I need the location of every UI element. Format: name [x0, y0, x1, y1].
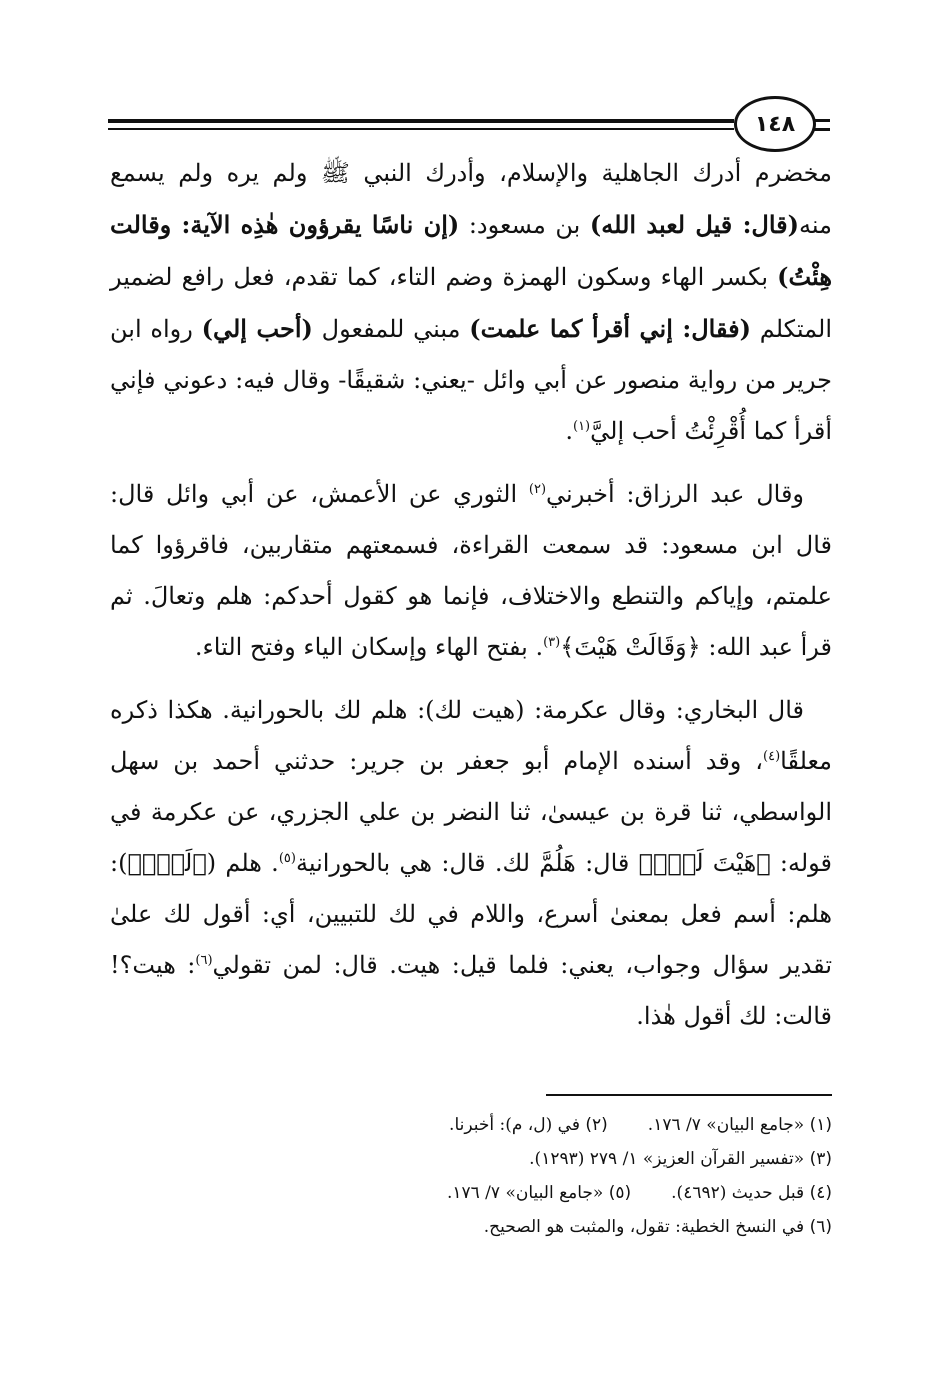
footnote-number: (٢) — [579, 1115, 608, 1135]
footnote-ref[interactable]: (٢) — [528, 482, 547, 497]
footnote-number: (١) — [804, 1115, 832, 1135]
footnote-item — [671, 1176, 832, 1210]
footnote-number: (٤) — [804, 1183, 832, 1203]
footnote-separator — [546, 1094, 832, 1096]
footnote-text: قبل حديث (٤٦٩٢). — [671, 1183, 805, 1203]
main-text — [110, 148, 832, 1042]
paragraph: مخضرم أدرك الجاهلية والإسلام، وأدرك النبي ﷺ ولم يره ولم يسمع منه(قال: قيل لعبد الله) بن مسعود: (إن ناسًا يقرؤون هٰذِه الآية: وقالت هِئْتُ) بكسر الهاء وسكون الهمزة وضم التاء، كما تقدم، فعل رافع لضمير المتكلم (فقال: إني أقرأ كما علمت) مبني للمفعول (أحب إلي) رواه ابن جرير من رواية منصور عن أبي وائل -يعني: شقيقًا- وقال فيه: دعوني فإني أقرأ كما أُقْرِئْتُ أحب إليَّ$^{(١)}$. — [110, 159, 833, 445]
footnote-item — [648, 1108, 832, 1142]
footnote-ref[interactable]: (٤) — [763, 749, 781, 764]
footnote-ref[interactable]: (١) — [572, 419, 591, 434]
footnote-row — [110, 1142, 832, 1176]
footnote-text: «جامع البيان» ٧/ ١٧٦. — [446, 1183, 604, 1203]
footnote-ref[interactable]: (٣) — [543, 635, 561, 650]
footnote-ref[interactable]: (٦) — [195, 953, 213, 968]
footnote-row — [110, 1108, 832, 1142]
paragraph: قال البخاري: وقال عكرمة: (هيت لك): هلم لك بالحورانية. هكذا ذكره معلقًا$^{(٤)}$، وقد أسنده الإمام أبو جعفر بن جرير: حدثني أحمد بن سهل الواسطي، ثنا قرة بن عيسىٰ، ثنا النضر بن علي الجزري، عن عكرمة في قوله: ﴿هَيْتَ لَكَۚ﴾ قال: هَلُمَّ لك. قال: هي بالحورانية$^{(٥)}$. هلم (﴿لَكَۚ﴾): هلم: أسم فعل بمعنىٰ أسرع، واللام في لك للتبيين، أي: أقول لك علىٰ تقدير سؤال وجواب، يعني: فلما قيل: هيت. قال: لمن تقولي$^{(٦)}$: هيت؟! قالت: لك أقول هٰذا. — [110, 696, 832, 1030]
header-rule-thick — [108, 119, 734, 123]
footnote-text: في (ل، م): أخبرنا. — [449, 1115, 580, 1135]
footnote-row — [110, 1210, 832, 1244]
footnote-number: (٥) — [603, 1183, 632, 1203]
footnote-item — [484, 1210, 832, 1244]
bold-quote: (إن ناسًا يقرؤون هٰذِه الآية: وقالت هِئْتُ) — [110, 210, 832, 291]
footnote-row — [110, 1176, 832, 1210]
footnote-number: (٣) — [804, 1149, 832, 1169]
footnote-text: «تفسير القرآن العزيز» ١/ ٢٧٩ (١٢٩٣). — [529, 1149, 805, 1169]
footnotes — [110, 1108, 832, 1244]
paragraph: وقال عبد الرزاق: أخبرني$^{(٢)}$ الثوري عن الأعمش، عن أبي وائل قال: قال ابن مسعود: قد سمعت القراءة، فسمعتهم متقاربين، فاقرؤوا كما علمتم، وإياكم والتنطع والاختلاف، فإنما هو كقول أحدكم: هلم وتعالَ. ثم قرأ عبد الله: ﴿وَقَالَتْ هَيْتَ﴾$^{(٣)}$. بفتح الهاء وإسكان الياء وفتح التاء. — [110, 480, 832, 661]
footnote-item — [529, 1142, 832, 1176]
footnote-item — [449, 1108, 608, 1142]
page-number: ١٤٨ — [734, 96, 816, 152]
footnote-item — [447, 1176, 631, 1210]
footnote-number: (٦) — [804, 1217, 832, 1237]
bold-quote: (أحب إلي) — [201, 314, 313, 343]
bold-quote: (فقال: إني أقرأ كما علمت) — [469, 314, 751, 343]
header-rule-thin — [108, 128, 734, 130]
footnote-ref[interactable]: (٥) — [278, 851, 296, 866]
footnote-text: في النسخ الخطية: تقول، والمثبت هو الصحيح. — [483, 1217, 805, 1237]
footnote-text: «جامع البيان» ٧/ ١٧٦. — [647, 1115, 805, 1135]
bold-quote: (قال: قيل لعبد الله) — [589, 210, 800, 239]
